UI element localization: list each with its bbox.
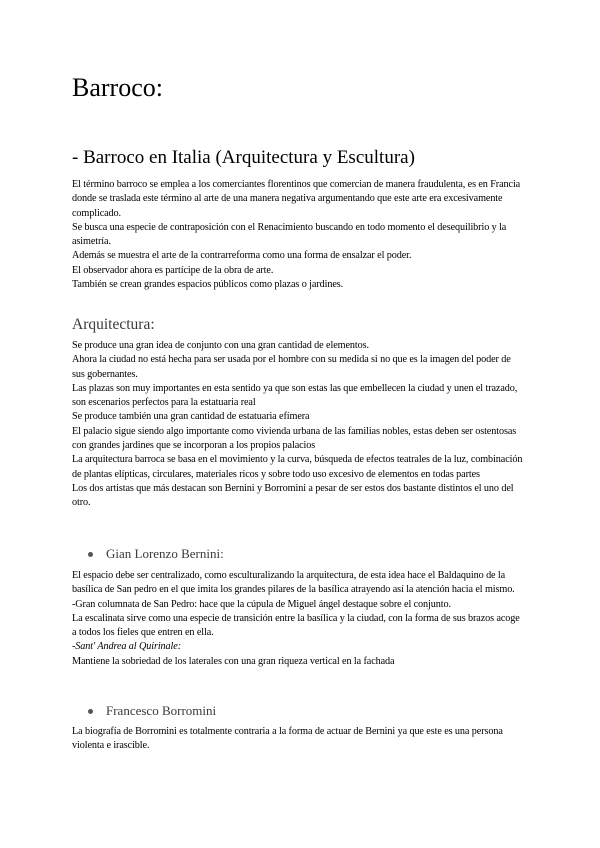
paragraph: También se crean grandes espacios públicos como plazas o jardines. [72, 279, 344, 291]
paragraph: La escalinata sirve como una especie de transición entre la basílica y la ciudad, con la forma de sus brazos acoge a todos los fieles que entren en ella. [72, 612, 520, 639]
bernini-heading-item [88, 545, 224, 563]
paragraph: Ahora la ciudad no está hecha para ser usada por el hombre con su medida si no que es la imagen del poder de sus gobernantes. [72, 354, 511, 380]
paragraph: La biografía de Borromini es totalmente contraria a la forma de actuar de Bernini ya que este es una persona violenta e irascible. [72, 726, 503, 752]
bullet-icon [88, 552, 93, 557]
borromini-heading: Francesco Borromini [106, 703, 217, 718]
page-title: Barroco: [72, 73, 163, 102]
bullet-icon [88, 709, 93, 714]
paragraph: Además se muestra el arte de la contrarreforma como una forma de ensalzar el poder. [72, 250, 412, 262]
paragraph: Los dos artistas que más destacan son Bernini y Borromini a pesar de ser estos dos bastante distintos el uno del otro. [72, 482, 514, 509]
paragraph: El término barroco se emplea a los comerciantes florentinos que comercian de manera fraudulenta, es en Francia donde se traslada este término al arte de una manera negativa argumentando que este arte era excesivamente complicado. [72, 179, 521, 219]
borromini-heading-item [88, 702, 216, 720]
paragraph: Se busca una especie de contraposición con el Renacimiento buscando en todo momento el desequilibrio y la asimetría. [72, 221, 507, 248]
paragraph: Se produce una gran idea de conjunto con una gran cantidad de elementos. [72, 340, 369, 351]
bernini-text [72, 569, 524, 669]
paragraph: -Gran columnata de San Pedro: hace que la cúpula de Miguel ángel destaque sobre el conjunto. [72, 598, 451, 610]
borromini-text [72, 725, 524, 754]
paragraph: El observador ahora es partícipe de la obra de arte. [72, 264, 274, 276]
intro-text [72, 178, 524, 292]
arquitectura-text [72, 339, 524, 511]
paragraph: Mantiene la sobriedad de los laterales con una gran riqueza vertical en la fachada [72, 655, 395, 667]
section-heading: - Barroco en Italia (Arquitectura y Escultura) [72, 147, 415, 168]
bernini-heading: Gian Lorenzo Bernini: [106, 546, 224, 561]
paragraph: Las plazas son muy importantes en esta sentido ya que son estas las que embellecen la ciudad y unen el trazado, son escenarios perfectos para la estatuaria real [72, 382, 518, 409]
paragraph: El espacio debe ser centralizado, como esculturalizando la arquitectura, de esta idea hace el Baldaquino de la basílica de San pedro en el que imita los grandes pilares de la basílica atrayendo así la atención hacia el mismo. [72, 570, 515, 596]
paragraph: Se produce también una gran cantidad de estatuaria efímera [72, 411, 310, 423]
arquitectura-heading: Arquitectura: [72, 316, 155, 333]
paragraph: La arquitectura barroca se basa en el movimiento y la curva, búsqueda de efectos teatrales de la luz, combinación de plantas elípticas, circulares, materiales ricos y sobre todo uso excesivo de elementos en todas partes [72, 454, 523, 480]
paragraph: El palacio sigue siendo algo importante como vivienda urbana de las familias nobles, estas deben ser ostentosas con grandes jardines que se incorporan a los propios palacios [72, 425, 517, 452]
italic-subheading: -Sant' Andrea al Quirinale: [72, 641, 181, 653]
